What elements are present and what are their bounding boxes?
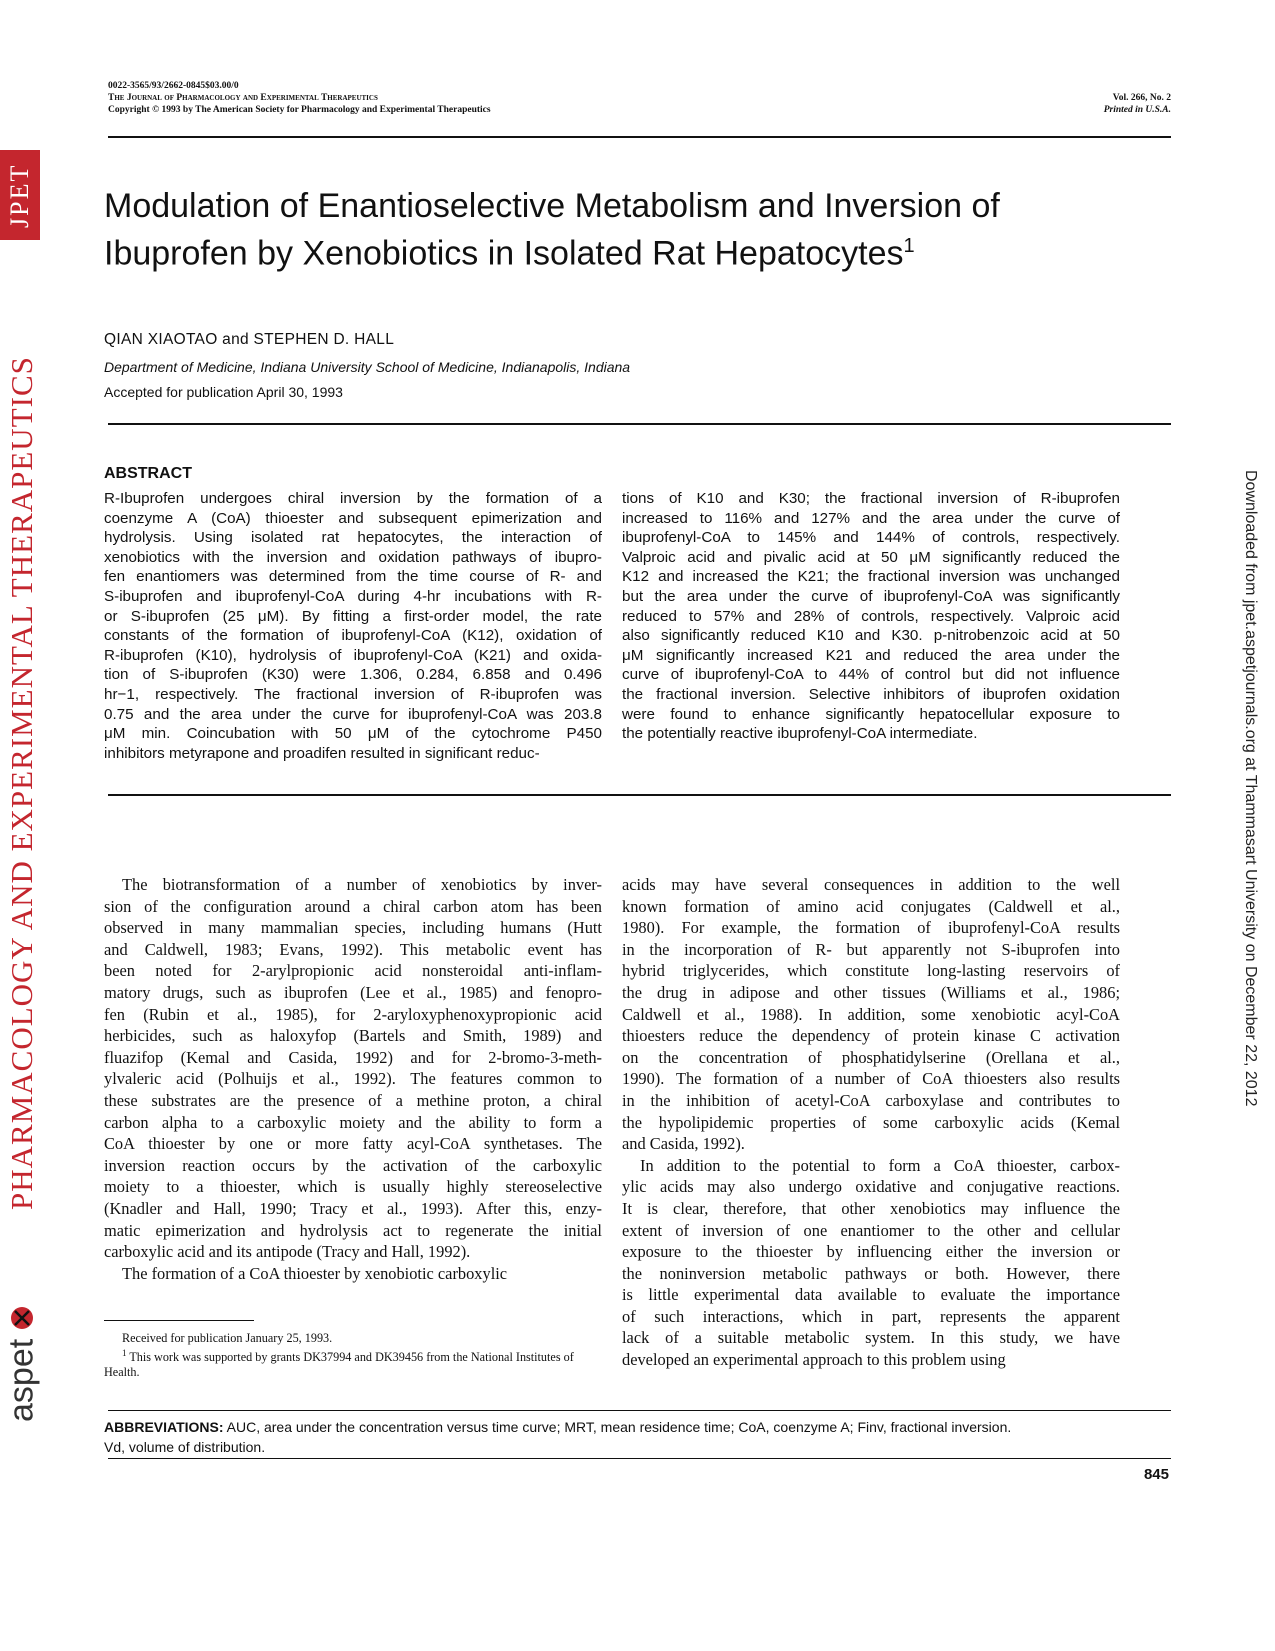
text-line: ylic acids may also undergo oxidative and conjugative reactions. <box>622 1177 1120 1197</box>
jpet-label: JPET <box>5 163 34 229</box>
abbrev-label: ABBREVIATIONS: <box>104 1419 224 1435</box>
text-line: inhibitors metyrapone and proadifen resulted in significant reduc- <box>104 744 540 762</box>
text-line: in the inhibition of acetyl-CoA carboxylase and contributes to <box>622 1090 1120 1110</box>
text-line: carbon alpha to a carboxylic moiety and the ability to form a <box>104 1112 602 1132</box>
text-line: moiety to a thioester, which is usually highly stereoselective <box>104 1177 602 1197</box>
text-line: these substrates are the presence of a methine proton, a chiral <box>104 1090 602 1110</box>
abbrev-line-1 <box>104 1417 1167 1437</box>
text-line: increased to 116% and 127% and the area under the curve of <box>622 509 1120 527</box>
text-line: coenzyme A (CoA) thioester and subsequent epimerization and <box>104 509 602 527</box>
abstract-rule <box>108 794 1171 796</box>
footnotes <box>104 1331 602 1380</box>
text-line: but the area under the curve of ibuprofenyl-CoA was significantly <box>622 587 1120 605</box>
text-line: inversion reaction occurs by the activation of the carboxylic <box>104 1155 602 1175</box>
text-line: matic epimerization and hydrolysis act to regenerate the initial <box>104 1220 602 1240</box>
abstract-left-column <box>104 489 602 763</box>
article-title <box>104 186 1000 273</box>
text-line: the potentially reactive ibuprofenyl-CoA intermediate. <box>622 725 978 743</box>
text-line: 0.75 and the area under the curve for ibuprofenyl-CoA was 203.8 <box>104 705 602 723</box>
title-line-2-text: Ibuprofen by Xenobiotics in Isolated Rat Hepatocytes <box>104 234 904 273</box>
text-line: carboxylic acid and its antipode (Tracy and Hall, 1992). <box>104 1242 471 1262</box>
text-line: (Knadler and Hall, 1990; Tracy et al., 1993). After this, enzy- <box>104 1198 602 1218</box>
text-line: CoA thioester by one or more fatty acyl-CoA synthetases. The <box>104 1134 602 1154</box>
body-right-column <box>622 874 1120 1371</box>
abbreviations <box>104 1417 1167 1457</box>
text-line: tions of K10 and K30; the fractional inversion of R-ibuprofen <box>622 490 1120 507</box>
text-line: The biotransformation of a number of xenobiotics by inver- <box>122 875 602 894</box>
text-line: of such interactions, which in part, represents the apparent <box>622 1306 1120 1326</box>
text-line: sion of the configuration around a chiral carbon atom has been <box>104 896 602 916</box>
text-line: been noted for 2-arylpropionic acid nonsteroidal anti-inflam- <box>104 961 602 981</box>
abstract-right-column <box>622 489 1120 744</box>
text-line: exposure to the thioester by influencing either the inversion or <box>622 1242 1120 1262</box>
text-line: hybrid triglycerides, which constitute long-lasting reservoirs of <box>622 961 1120 981</box>
copyright: Copyright © 1993 by The American Society for Pharmacology and Experimental Therapeutics <box>108 105 491 115</box>
title-line-2 <box>104 226 1000 273</box>
page-number: 845 <box>1143 1466 1169 1483</box>
text-line: In addition to the potential to form a CoA thioester, carbox- <box>640 1155 1120 1175</box>
received-note: Received for publication January 25, 1993. <box>122 1331 333 1345</box>
text-line: Caldwell et al., 1988). In addition, some xenobiotic acyl-CoA <box>622 1004 1120 1024</box>
support-text: This work was supported by grants DK37994 and DK39456 from the National Institutes of Health. <box>104 1350 574 1380</box>
text-line: ibuprofenyl-CoA to 145% and 144% of controls, respectively. <box>622 529 1120 547</box>
abbrev-line-2: Vd, volume of distribution. <box>104 1439 266 1455</box>
text-line: hr−1, respectively. The fractional inversion of R-ibuprofen was <box>104 685 602 703</box>
footnote-rule <box>104 1320 254 1321</box>
abbrev-rule-bottom <box>108 1458 1171 1459</box>
text-line: xenobiotics with the inversion and oxidation pathways of ibupro- <box>104 548 602 566</box>
text-line: 1980). For example, the formation of ibuprofenyl-CoA results <box>622 918 1120 938</box>
header-rule <box>108 136 1171 138</box>
text-line: on the concentration of phosphatidylserine (Orellana et al., <box>622 1047 1120 1067</box>
accepted-date: Accepted for publication April 30, 1993 <box>104 384 343 400</box>
abbrev-text: AUC, area under the concentration versus time curve; MRT, mean residence time; CoA, coenzyme A; Finv, fractional inversion. <box>223 1419 1012 1435</box>
text-line: herbicides, such as haloxyfop (Bartels and Smith, 1989) and <box>104 1026 602 1046</box>
text-line: μM significantly increased K21 and reduced the area under the <box>622 646 1120 664</box>
text-line: lack of a suitable metabolic system. In this study, we have <box>622 1328 1120 1348</box>
affiliation: Department of Medicine, Indiana University School of Medicine, Indianapolis, Indiana <box>104 359 631 375</box>
download-note: Downloaded from jpet.aspetjournals.org at Thammasart University on December 22, 2012 <box>1242 470 1259 1107</box>
text-line: the noninversion metabolic pathways or both. However, there <box>622 1263 1120 1283</box>
text-line: Valproic acid and pivalic acid at 50 μM significantly reduced the <box>622 548 1120 566</box>
title-rule <box>108 423 1171 425</box>
body-left-column <box>104 874 602 1284</box>
text-line: tion of S-ibuprofen (K30) were 1.306, 0.284, 6.858 and 0.496 <box>104 666 602 684</box>
text-line: the drug in adipose and other tissues (Williams et al., 1986; <box>622 982 1120 1002</box>
journal-name: The Journal of Pharmacology and Experimental Therapeutics <box>108 93 378 103</box>
text-line: K12 and increased the K21; the fractional inversion was unchanged <box>622 568 1120 586</box>
text-line: or S-ibuprofen (25 μM). By fitting a first-order model, the rate <box>104 607 602 625</box>
title-line-1: Modulation of Enantioselective Metabolism and Inversion of <box>104 187 1000 225</box>
text-line: known formation of amino acid conjugates (Caldwell et al., <box>622 896 1120 916</box>
text-line: S-ibuprofen and ibuprofenyl-CoA during 4-hr incubations with R- <box>104 587 602 605</box>
journal-code: 0022-3565/93/2662-0845$03.00/0 <box>108 81 239 91</box>
text-line: developed an experimental approach to this problem using <box>622 1350 1006 1370</box>
text-line: were found to enhance significantly hepatocellular exposure to <box>622 705 1120 723</box>
sidebar-journal-title: PHARMACOLOGY AND EXPERIMENTAL THERAPEUTICS <box>4 356 39 1210</box>
title-footnote-mark: 1 <box>903 235 915 257</box>
text-line: fen enantiomers was determined from the time course of R- and <box>104 568 602 586</box>
authors: QIAN XIAOTAO and STEPHEN D. HALL <box>104 331 395 348</box>
text-line: ylvaleric acid (Polhuijs et al., 1992). The features common to <box>104 1069 602 1089</box>
text-line: fluazifop (Kemal and Casida, 1992) and for 2-bromo-3-meth- <box>104 1047 602 1067</box>
text-line: matory drugs, such as ibuprofen (Lee et al., 1985) and fenopro- <box>104 982 602 1002</box>
volume: Vol. 266, No. 2 <box>1112 93 1171 103</box>
text-line: acids may have several consequences in addition to the well <box>622 875 1120 894</box>
text-line: the hypolipidemic properties of some carboxylic acids (Kemal <box>622 1112 1120 1132</box>
text-line: in the incorporation of R- but apparently not S-ibuprofen into <box>622 939 1120 959</box>
text-line: is little experimental data available to evaluate the importance <box>622 1285 1120 1305</box>
text-line: thioesters reduce the dependency of protein kinase C activation <box>622 1026 1120 1046</box>
printed-in: Printed in U.S.A. <box>1103 105 1171 115</box>
text-line: The formation of a CoA thioester by xenobiotic carboxylic <box>122 1263 508 1283</box>
text-line: μM min. Coincubation with 50 μM of the cytochrome P450 <box>104 725 602 743</box>
text-line: and Caldwell, 1983; Evans, 1992). This metabolic event has <box>104 939 602 959</box>
text-line: fen (Rubin et al., 1985), for 2-aryloxyphenoxypropionic acid <box>104 1004 602 1024</box>
abstract-heading: ABSTRACT <box>104 465 192 482</box>
text-line: R-Ibuprofen undergoes chiral inversion by the formation of a <box>104 490 602 507</box>
text-line: observed in many mammalian species, including humans (Hutt <box>104 918 602 938</box>
text-line: hydrolysis. Using isolated rat hepatocytes, the interaction of <box>104 529 602 547</box>
aspet-wordmark: aspet <box>2 1338 41 1422</box>
text-line: It is clear, therefore, that other xenobiotics may influence the <box>622 1198 1120 1218</box>
text-line: curve of ibuprofenyl-CoA to 44% of control but did not influence <box>622 666 1120 684</box>
text-line: reduced to 57% and 28% of controls, respectively. Valproic acid <box>622 607 1120 625</box>
abbrev-rule-top <box>108 1410 1171 1411</box>
text-line: R-ibuprofen (K10), hydrolysis of ibuprofenyl-CoA (K21) and oxida- <box>104 646 602 664</box>
support-note <box>104 1346 602 1380</box>
text-line: the fractional inversion. Selective inhibitors of ibuprofen oxidation <box>622 685 1120 703</box>
text-line: 1990). The formation of a number of CoA thioesters also results <box>622 1069 1120 1089</box>
text-line: also significantly reduced K10 and K30. p-nitrobenzoic acid at 50 <box>622 627 1120 645</box>
text-line: and Casida, 1992). <box>622 1134 745 1154</box>
text-line: constants of the formation of ibuprofenyl-CoA (K12), oxidation of <box>104 627 602 645</box>
support-footnote-mark: 1 <box>122 1348 127 1358</box>
text-line: extent of inversion of one enantiomer to the other and cellular <box>622 1220 1120 1240</box>
